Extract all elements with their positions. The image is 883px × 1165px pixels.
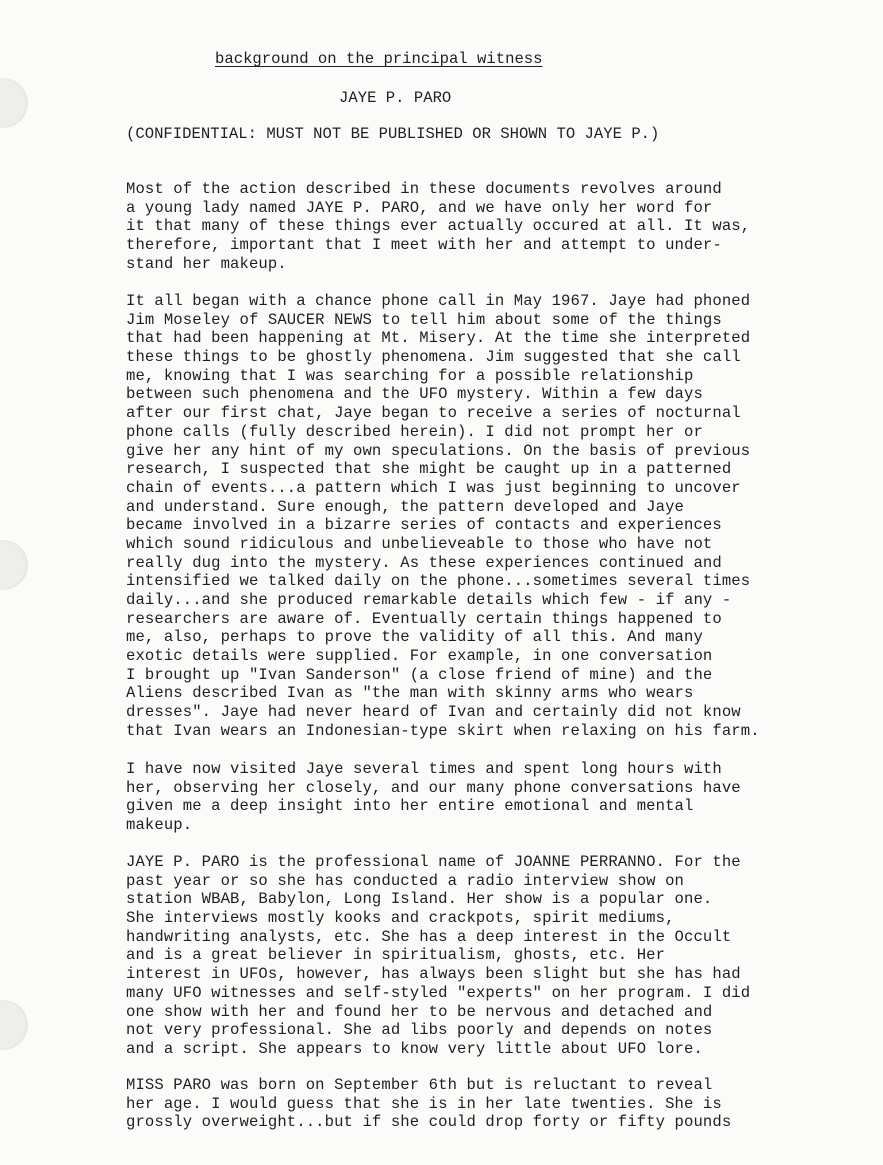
- text-line: which sound ridiculous and unbelieveable to those who have not: [126, 534, 713, 553]
- text-line: I have now visited Jaye several times and spent long hours with: [126, 760, 722, 778]
- paragraph-intro: [126, 180, 883, 273]
- text-line: give her any hint of my own speculations. On the basis of previous: [126, 441, 751, 460]
- text-line: dresses". Jaye had never heard of Ivan and certainly did not know: [126, 703, 741, 722]
- text-line: daily...and she produced remarkable details which few - if any -: [126, 591, 732, 609]
- text-line: became involved in a bizarre series of contacts and experiences: [126, 516, 722, 535]
- text-line: between such phenomena and the UFO mystery. Within a few days: [126, 385, 703, 404]
- text-line: it that many of these things ever actually occured at all. It was,: [126, 217, 751, 236]
- punch-hole-decoration: [0, 78, 28, 128]
- paragraph-personal: [126, 1076, 883, 1132]
- text-line: not very professional. She ad libs poorly and depends on notes: [126, 1021, 713, 1040]
- text-line: phone calls (fully described herein). I did not prompt her or: [126, 422, 703, 441]
- text-line: a young lady named JAYE P. PARO, and we have only her word for: [126, 198, 713, 217]
- witness-name: JAYE P. PARO: [339, 89, 452, 107]
- text-line: MISS PARO was born on September 6th but is reluctant to reveal: [126, 1076, 713, 1094]
- text-line: one show with her and found her to be nervous and detached and: [126, 1002, 713, 1021]
- text-line: makeup.: [126, 816, 193, 835]
- text-line: after our first chat, Jaye began to receive a series of nocturnal: [126, 404, 741, 423]
- text-line: researchers are aware of. Eventually certain things happened to: [126, 609, 722, 628]
- paragraph-background: [126, 292, 883, 741]
- text-line: past year or so she has conducted a radio interview show on: [126, 871, 685, 890]
- text-line: Jim Moseley of SAUCER NEWS to tell him about some of the things: [126, 310, 722, 329]
- text-line: handwriting analysts, etc. She has a deep interest in the Occult: [126, 927, 732, 946]
- text-line: It all began with a chance phone call in May 1967. Jaye had phoned: [126, 292, 751, 310]
- text-line: grossly overweight...but if she could drop forty or fifty pounds: [126, 1113, 732, 1132]
- text-line: many UFO witnesses and self-styled "experts" on her program. I did: [126, 983, 751, 1002]
- text-line: station WBAB, Babylon, Long Island. Her show is a popular one.: [126, 890, 713, 909]
- text-line: stand her makeup.: [126, 254, 287, 273]
- text-line: given me a deep insight into her entire emotional and mental: [126, 797, 694, 816]
- text-line: me, also, perhaps to prove the validity of all this. And many: [126, 628, 703, 647]
- punch-hole-decoration: [0, 540, 28, 590]
- text-line: research, I suspected that she might be caught up in a patterned: [126, 460, 732, 479]
- text-line: chain of events...a pattern which I was just beginning to uncover: [126, 478, 741, 497]
- text-line: that had been happening at Mt. Misery. At the time she interpreted: [126, 329, 751, 348]
- text-line: intensified we talked daily on the phone...sometimes several times: [126, 572, 751, 591]
- text-line: Aliens described Ivan as "the man with skinny arms who wears: [126, 684, 694, 703]
- document-title: background on the principal witness: [215, 50, 543, 68]
- text-line: me, knowing that I was searching for a possible relationship: [126, 366, 694, 385]
- text-line: her, observing her closely, and our many phone conversations have: [126, 778, 741, 797]
- text-line: exotic details were supplied. For example, in one conversation: [126, 647, 713, 666]
- text-line: Most of the action described in these documents revolves around: [126, 180, 722, 198]
- text-line: therefore, important that I meet with her and attempt to under-: [126, 236, 722, 255]
- text-line: that Ivan wears an Indonesian-type skirt when relaxing on his farm.: [126, 721, 760, 740]
- text-line: JAYE P. PARO is the professional name of JOANNE PERRANNO. For the: [126, 853, 741, 871]
- text-line: I brought up "Ivan Sanderson" (a close friend of mine) and the: [126, 665, 713, 684]
- confidential-notice: (CONFIDENTIAL: MUST NOT BE PUBLISHED OR SHOWN TO JAYE P.): [126, 125, 660, 143]
- paragraph-profile: [126, 853, 883, 1059]
- text-line: these things to be ghostly phenomena. Jim suggested that she call: [126, 348, 741, 367]
- text-line: and a script. She appears to know very little about UFO lore.: [126, 1039, 703, 1058]
- text-line: and understand. Sure enough, the pattern developed and Jaye: [126, 497, 685, 516]
- text-line: She interviews mostly kooks and crackpots, spirit mediums,: [126, 909, 675, 928]
- text-line: interest in UFOs, however, has always been slight but she has had: [126, 965, 741, 984]
- paragraph-visits: [126, 760, 883, 835]
- text-line: and is a great believer in spiritualism, ghosts, etc. Her: [126, 946, 666, 965]
- punch-hole-decoration: [0, 1000, 28, 1050]
- text-line: really dug into the mystery. As these experiences continued and: [126, 553, 722, 572]
- text-line: her age. I would guess that she is in her late twenties. She is: [126, 1094, 722, 1113]
